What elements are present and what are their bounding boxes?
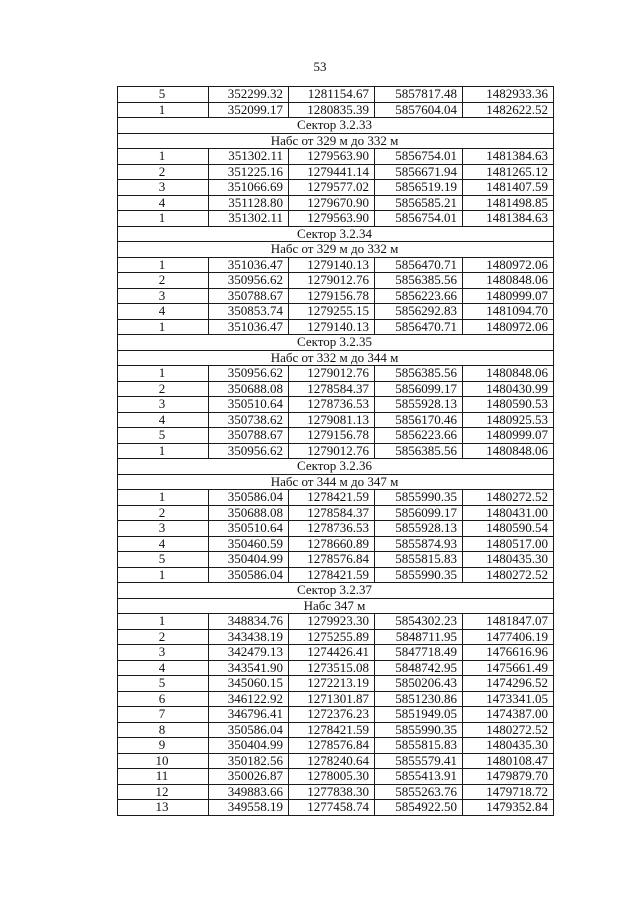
point-number: 11 [118,769,209,785]
point-number: 4 [118,536,209,552]
table-row [118,195,554,211]
coord-y1: 1279563.90 [289,149,375,165]
coord-x1: 349883.66 [209,784,289,800]
coord-x1: 350788.67 [209,428,289,444]
table-row [118,443,554,459]
coord-y2: 1481265.12 [463,164,554,180]
point-number: 5 [118,552,209,568]
table-row [118,629,554,645]
coord-y2: 1480848.06 [463,366,554,382]
point-number: 7 [118,707,209,723]
coord-y2: 1480590.53 [463,397,554,413]
point-number: 3 [118,180,209,196]
section-header-text: Набс от 329 м до 332 м [118,133,554,149]
coord-x2: 5855579.41 [375,753,463,769]
coordinates-table-body [118,87,554,816]
coord-y1: 1277458.74 [289,800,375,816]
coord-x2: 5855815.83 [375,738,463,754]
table-row [118,691,554,707]
coord-x1: 350956.62 [209,443,289,459]
coord-x1: 351302.11 [209,211,289,227]
point-number: 4 [118,412,209,428]
coord-x1: 343438.19 [209,629,289,645]
table-row [118,536,554,552]
coord-x1: 351128.80 [209,195,289,211]
table-row [118,521,554,537]
coord-x2: 5856099.17 [375,505,463,521]
table-row [118,397,554,413]
coord-y2: 1480999.07 [463,288,554,304]
table-row [118,319,554,335]
coord-y1: 1278660.89 [289,536,375,552]
coord-x1: 342479.13 [209,645,289,661]
coord-x2: 5855990.35 [375,722,463,738]
coord-x1: 351036.47 [209,257,289,273]
coord-y2: 1481847.07 [463,614,554,630]
coord-y1: 1279140.13 [289,319,375,335]
coord-x2: 5847718.49 [375,645,463,661]
coord-x2: 5854302.23 [375,614,463,630]
table-row [118,257,554,273]
table-row [118,660,554,676]
coord-y1: 1279156.78 [289,428,375,444]
section-header-text: Сектор 3.2.35 [118,335,554,351]
coord-y1: 1279140.13 [289,257,375,273]
coord-y2: 1480435.30 [463,552,554,568]
coord-x2: 5856671.94 [375,164,463,180]
coord-y2: 1480272.52 [463,722,554,738]
coord-y1: 1279012.76 [289,273,375,289]
point-number: 2 [118,381,209,397]
table-row [118,304,554,320]
coord-y2: 1482622.52 [463,102,554,118]
coord-y2: 1481384.63 [463,211,554,227]
coord-x1: 351302.11 [209,149,289,165]
section-header-text: Сектор 3.2.34 [118,226,554,242]
coord-y1: 1278240.64 [289,753,375,769]
coord-y2: 1480590.54 [463,521,554,537]
coord-x2: 5850206.43 [375,676,463,692]
coord-y1: 1274426.41 [289,645,375,661]
coord-x2: 5856519.19 [375,180,463,196]
point-number: 1 [118,102,209,118]
coord-y1: 1279012.76 [289,366,375,382]
coord-y2: 1480999.07 [463,428,554,444]
point-number: 5 [118,428,209,444]
coord-y1: 1278584.37 [289,381,375,397]
table-row [118,490,554,506]
coord-y2: 1479352.84 [463,800,554,816]
coord-x2: 5851230.86 [375,691,463,707]
section-header-text: Сектор 3.2.36 [118,459,554,475]
coord-x2: 5857604.04 [375,102,463,118]
coord-y1: 1272376.23 [289,707,375,723]
section-header-row [118,118,554,134]
point-number: 4 [118,304,209,320]
coord-y2: 1474296.52 [463,676,554,692]
point-number: 1 [118,149,209,165]
coord-y2: 1482933.36 [463,87,554,103]
coord-y1: 1279255.15 [289,304,375,320]
table-row [118,707,554,723]
section-header-text: Набс 347 м [118,598,554,614]
coord-x1: 343541.90 [209,660,289,676]
table-row [118,753,554,769]
coord-x2: 5855928.13 [375,397,463,413]
coord-y2: 1480925.53 [463,412,554,428]
coord-x2: 5855874.93 [375,536,463,552]
table-row [118,366,554,382]
coord-x1: 350586.04 [209,722,289,738]
coord-x1: 352099.17 [209,102,289,118]
coord-y2: 1480272.52 [463,490,554,506]
coord-x1: 346796.41 [209,707,289,723]
coord-x1: 352299.32 [209,87,289,103]
coord-y1: 1278421.59 [289,490,375,506]
coord-y2: 1480848.06 [463,273,554,289]
coord-x2: 5856385.56 [375,366,463,382]
coord-y1: 1278736.53 [289,521,375,537]
table-row [118,505,554,521]
section-header-row [118,242,554,258]
table-row [118,102,554,118]
coord-y1: 1279012.76 [289,443,375,459]
coord-y2: 1476616.96 [463,645,554,661]
coord-y1: 1279563.90 [289,211,375,227]
coord-x2: 5856754.01 [375,149,463,165]
coord-y2: 1480435.30 [463,738,554,754]
table-row [118,180,554,196]
point-number: 1 [118,567,209,583]
coord-x1: 349558.19 [209,800,289,816]
point-number: 9 [118,738,209,754]
coord-y1: 1275255.89 [289,629,375,645]
coord-x1: 350853.74 [209,304,289,320]
table-row [118,273,554,289]
coord-y1: 1278005.30 [289,769,375,785]
coord-x2: 5856223.66 [375,428,463,444]
section-header-text: Набс от 344 м до 347 м [118,474,554,490]
coord-x1: 346122.92 [209,691,289,707]
section-header-row [118,226,554,242]
point-number: 6 [118,691,209,707]
coord-x2: 5856385.56 [375,273,463,289]
coord-y1: 1281154.67 [289,87,375,103]
table-row [118,722,554,738]
point-number: 2 [118,273,209,289]
coord-y1: 1271301.87 [289,691,375,707]
table-row [118,428,554,444]
table-row [118,87,554,103]
coord-y1: 1272213.19 [289,676,375,692]
coord-y2: 1480108.47 [463,753,554,769]
coord-x1: 351066.69 [209,180,289,196]
coord-y2: 1480848.06 [463,443,554,459]
coord-y1: 1279156.78 [289,288,375,304]
coord-y1: 1279441.14 [289,164,375,180]
coord-x2: 5854922.50 [375,800,463,816]
coord-y1: 1278576.84 [289,738,375,754]
section-header-row [118,583,554,599]
coord-x2: 5848711.95 [375,629,463,645]
coord-x1: 350586.04 [209,490,289,506]
coord-x1: 350586.04 [209,567,289,583]
table-row [118,552,554,568]
coord-x2: 5851949.05 [375,707,463,723]
table-row [118,645,554,661]
point-number: 5 [118,87,209,103]
coord-x2: 5856385.56 [375,443,463,459]
coord-y2: 1480517.00 [463,536,554,552]
table-row [118,288,554,304]
page-number: 53 [313,59,327,74]
coord-x2: 5855990.35 [375,490,463,506]
coord-x1: 350688.08 [209,505,289,521]
coord-y1: 1278736.53 [289,397,375,413]
table-row [118,784,554,800]
coord-y1: 1279081.13 [289,412,375,428]
point-number: 8 [118,722,209,738]
coord-x1: 350956.62 [209,273,289,289]
coord-x1: 350688.08 [209,381,289,397]
section-header-text: Набс от 329 м до 332 м [118,242,554,258]
point-number: 12 [118,784,209,800]
table-row [118,800,554,816]
coord-x1: 345060.15 [209,676,289,692]
coord-y2: 1481094.70 [463,304,554,320]
table-row [118,676,554,692]
section-header-row [118,474,554,490]
section-header-row [118,335,554,351]
coord-x2: 5855928.13 [375,521,463,537]
table-row [118,164,554,180]
coord-x1: 351036.47 [209,319,289,335]
point-number: 1 [118,211,209,227]
coord-y2: 1480972.06 [463,319,554,335]
section-header-row [118,459,554,475]
table-row [118,149,554,165]
coord-y1: 1278584.37 [289,505,375,521]
coord-x2: 5856585.21 [375,195,463,211]
coordinates-table [117,86,554,816]
coord-x1: 350404.99 [209,738,289,754]
coord-y1: 1278421.59 [289,722,375,738]
coord-x1: 350510.64 [209,521,289,537]
point-number: 3 [118,645,209,661]
point-number: 2 [118,164,209,180]
coord-x2: 5855413.91 [375,769,463,785]
point-number: 10 [118,753,209,769]
table-row [118,738,554,754]
table-row [118,567,554,583]
point-number: 1 [118,614,209,630]
coord-y2: 1480272.52 [463,567,554,583]
coord-y1: 1278421.59 [289,567,375,583]
coord-y2: 1480972.06 [463,257,554,273]
coord-x1: 350026.87 [209,769,289,785]
point-number: 1 [118,319,209,335]
coord-y2: 1481407.59 [463,180,554,196]
coord-y2: 1480430.99 [463,381,554,397]
coord-y2: 1480431.00 [463,505,554,521]
coord-x2: 5855815.83 [375,552,463,568]
coord-x2: 5856099.17 [375,381,463,397]
point-number: 1 [118,443,209,459]
coord-y1: 1277838.30 [289,784,375,800]
table-row [118,412,554,428]
point-number: 2 [118,629,209,645]
coord-y1: 1279670.90 [289,195,375,211]
table-row [118,614,554,630]
coord-x1: 348834.76 [209,614,289,630]
coord-x1: 350738.62 [209,412,289,428]
coord-y2: 1474387.00 [463,707,554,723]
coord-x2: 5855990.35 [375,567,463,583]
coord-x1: 350510.64 [209,397,289,413]
point-number: 1 [118,257,209,273]
coord-x2: 5848742.95 [375,660,463,676]
coord-x2: 5856223.66 [375,288,463,304]
point-number: 3 [118,397,209,413]
coord-x1: 351225.16 [209,164,289,180]
section-header-row [118,350,554,366]
coord-y2: 1479718.72 [463,784,554,800]
coord-y1: 1280835.39 [289,102,375,118]
coord-x2: 5856292.83 [375,304,463,320]
section-header-text: Сектор 3.2.37 [118,583,554,599]
point-number: 3 [118,521,209,537]
coord-x2: 5856470.71 [375,319,463,335]
coord-y2: 1477406.19 [463,629,554,645]
section-header-row [118,133,554,149]
point-number: 13 [118,800,209,816]
coord-x2: 5856470.71 [375,257,463,273]
section-header-row [118,598,554,614]
table-row [118,769,554,785]
point-number: 5 [118,676,209,692]
point-number: 4 [118,660,209,676]
coord-y2: 1481384.63 [463,149,554,165]
coord-y2: 1481498.85 [463,195,554,211]
coord-x2: 5857817.48 [375,87,463,103]
coord-y2: 1475661.49 [463,660,554,676]
coord-y1: 1278576.84 [289,552,375,568]
point-number: 4 [118,195,209,211]
coord-y1: 1279923.30 [289,614,375,630]
coord-x1: 350788.67 [209,288,289,304]
point-number: 2 [118,505,209,521]
coord-x1: 350404.99 [209,552,289,568]
coord-x2: 5856170.46 [375,412,463,428]
coord-y2: 1479879.70 [463,769,554,785]
point-number: 3 [118,288,209,304]
section-header-text: Сектор 3.2.33 [118,118,554,134]
coord-y1: 1273515.08 [289,660,375,676]
coord-x1: 350956.62 [209,366,289,382]
table-row [118,381,554,397]
section-header-text: Набс от 332 м до 344 м [118,350,554,366]
coord-y1: 1279577.02 [289,180,375,196]
coord-y2: 1473341.05 [463,691,554,707]
coord-x1: 350182.56 [209,753,289,769]
point-number: 1 [118,490,209,506]
coord-x2: 5856754.01 [375,211,463,227]
coord-x1: 350460.59 [209,536,289,552]
coord-x2: 5855263.76 [375,784,463,800]
point-number: 1 [118,366,209,382]
table-row [118,211,554,227]
